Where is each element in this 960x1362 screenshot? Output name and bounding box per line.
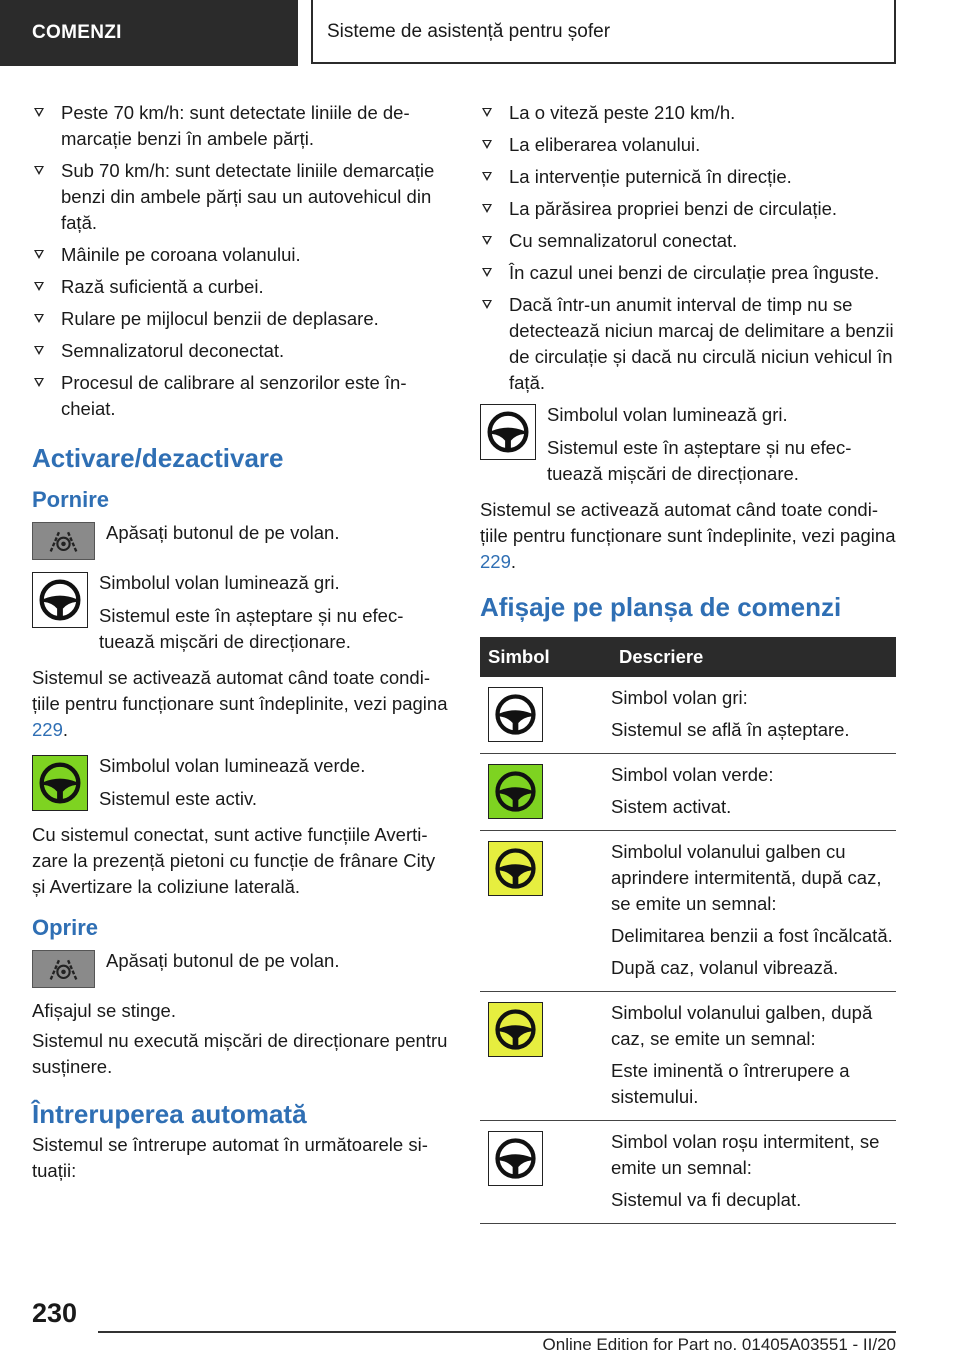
auto-interrupt-text: Sistemul se întrerupe automat în următoarele situații:	[32, 1134, 428, 1181]
left-column	[32, 100, 450, 1184]
list-item: Mâinile pe coroana volanului.	[32, 242, 450, 268]
auto-activate-paragraph: Sistemul se activează automat când toate condițiile pentru funcționare sunt îndeplinite, vezi pagina 229.	[32, 667, 448, 740]
description-line: Simbol volan gri:	[611, 687, 748, 708]
lane-assist-button-icon	[32, 950, 95, 988]
list-item: În cazul unei benzi de circulație prea înguste.	[480, 260, 896, 286]
steering-wheel-icon	[488, 1131, 543, 1186]
page-number: 230	[32, 1298, 78, 1328]
auto-activate-paragraph: Sistemul se activează automat când toate condițiile pentru funcționare sunt îndeplinite, vezi pagina 229.	[480, 499, 896, 572]
green-wheel-row	[32, 753, 450, 812]
bullet-triangle-icon	[482, 204, 492, 213]
chapter-title: Sisteme de asistență pentru șofer	[311, 0, 896, 64]
bullet-triangle-icon	[34, 282, 44, 291]
description-line: Este iminentă o întrerupere a sistemului.	[611, 1060, 850, 1107]
list-item: Cu semnalizatorul conectat.	[480, 228, 896, 254]
steering-wheel-icon	[488, 764, 543, 819]
start-press-text: Apăsați butonul de pe volan.	[106, 522, 340, 543]
description-line: Simbol volan verde:	[611, 764, 774, 785]
bullet-triangle-icon	[482, 172, 492, 181]
page-link[interactable]: 229	[480, 551, 511, 572]
edition-text: Online Edition for Part no. 01405A03551 - II/20	[542, 1335, 896, 1354]
steering-wheel-icon	[480, 404, 536, 460]
steering-wheel-icon	[32, 572, 88, 628]
list-item: Dacă într-un anumit interval de timp nu se detectează niciun marcaj de delimitare a benzii de circulație și dacă nu circulă niciun vehicul în față.	[480, 292, 896, 396]
steering-wheel-icon	[488, 1002, 543, 1057]
bullet-triangle-icon	[482, 108, 492, 117]
table-row	[480, 754, 896, 831]
bullet-triangle-icon	[34, 166, 44, 175]
green-active-text: Sistemul este activ.	[99, 788, 257, 809]
gray-lit-text: Simbolul volan luminează gri.	[99, 572, 340, 593]
description-line: Delimitarea benzii a fost încălcată.	[611, 925, 893, 946]
description-line: Sistem activat.	[611, 796, 732, 817]
connected-paragraph: Cu sistemul conectat, sunt active funcțiile Avertizare la prezență pietoni cu funcție de frânare City și Avertizare la coliziune laterală.	[32, 824, 436, 897]
bullet-triangle-icon	[482, 268, 492, 277]
description-line: Sistemul va fi decuplat.	[611, 1189, 802, 1210]
display-off-text: Afișajul se stinge.	[32, 1000, 176, 1021]
start-press-row	[32, 520, 450, 560]
description-line: Simbolul volanului galben, după caz, se emite un semnal:	[611, 1002, 873, 1049]
gray-wheel-row	[32, 570, 450, 655]
interruptions-list	[480, 100, 896, 396]
description-line: Sistemul se află în așteptare.	[611, 719, 850, 740]
list-item: Sub 70 km/h: sunt detectate liniile demarcație benzi din ambele părți sau un autovehicul din față.	[32, 158, 450, 236]
stop-heading: Oprire	[32, 915, 99, 940]
description-line: Simbolul volanului galben cu aprindere intermitentă, după caz, se emite un semnal:	[611, 841, 882, 914]
bullet-triangle-icon	[34, 346, 44, 355]
conditions-list	[32, 100, 450, 422]
list-item: La intervenție puternică în direcție.	[480, 164, 896, 190]
bullet-triangle-icon	[34, 250, 44, 259]
activation-heading: Activare/dezactivare	[32, 443, 284, 473]
bullet-triangle-icon	[34, 378, 44, 387]
stop-press-text: Apăsați butonul de pe volan.	[106, 950, 340, 971]
column-header-symbol: Simbol	[480, 637, 603, 677]
symbol-table	[480, 637, 896, 1224]
gray-standby-text: Sistemul este în așteptare și nu efectuează mișcări de direcționare.	[547, 437, 852, 484]
table-row	[480, 831, 896, 992]
stop-press-row	[32, 948, 450, 988]
list-item: La eliberarea volanului.	[480, 132, 896, 158]
bullet-triangle-icon	[482, 236, 492, 245]
list-item: Peste 70 km/h: sunt detectate liniile de demarcație benzi în ambele părți.	[32, 100, 450, 152]
table-row	[480, 1121, 896, 1224]
steering-wheel-icon	[32, 755, 88, 811]
bullet-triangle-icon	[482, 140, 492, 149]
page-header	[0, 0, 960, 66]
description-line: După caz, volanul vibrează.	[611, 957, 839, 978]
steering-wheel-icon	[488, 687, 543, 742]
right-column	[480, 100, 896, 1224]
page-link[interactable]: 229	[32, 719, 63, 740]
display-heading: Afișaje pe planșa de comenzi	[480, 592, 842, 622]
list-item: Rulare pe mijlocul benzii de deplasare.	[32, 306, 450, 332]
no-steering-text: Sistemul nu execută mișcări de direcționare pentru susținere.	[32, 1030, 448, 1077]
table-row	[480, 677, 896, 754]
column-header-description: Descriere	[603, 637, 896, 677]
bullet-triangle-icon	[34, 314, 44, 323]
bullet-triangle-icon	[34, 108, 44, 117]
auto-interrupt-heading: Întreruperea automată	[32, 1099, 307, 1129]
list-item: La o viteză peste 210 km/h.	[480, 100, 896, 126]
steering-wheel-icon	[488, 841, 543, 896]
list-item: Procesul de calibrare al senzorilor este încheiat.	[32, 370, 450, 422]
table-header-row	[480, 637, 896, 677]
start-heading: Pornire	[32, 487, 110, 512]
description-line: Simbol volan roșu intermitent, se emite un semnal:	[611, 1131, 880, 1178]
gray-wheel-row-right	[480, 402, 896, 487]
green-lit-text: Simbolul volan luminează verde.	[99, 755, 366, 776]
table-row	[480, 992, 896, 1121]
lane-assist-button-icon	[32, 522, 95, 560]
gray-lit-text: Simbolul volan luminează gri.	[547, 404, 788, 425]
bullet-triangle-icon	[482, 300, 492, 309]
list-item: Semnalizatorul deconectat.	[32, 338, 450, 364]
list-item: Rază suficientă a curbei.	[32, 274, 450, 300]
gray-standby-text: Sistemul este în așteptare și nu efectuează mișcări de direcționare.	[99, 605, 404, 652]
section-title: COMENZI	[0, 0, 298, 66]
list-item: La părăsirea propriei benzi de circulație.	[480, 196, 896, 222]
